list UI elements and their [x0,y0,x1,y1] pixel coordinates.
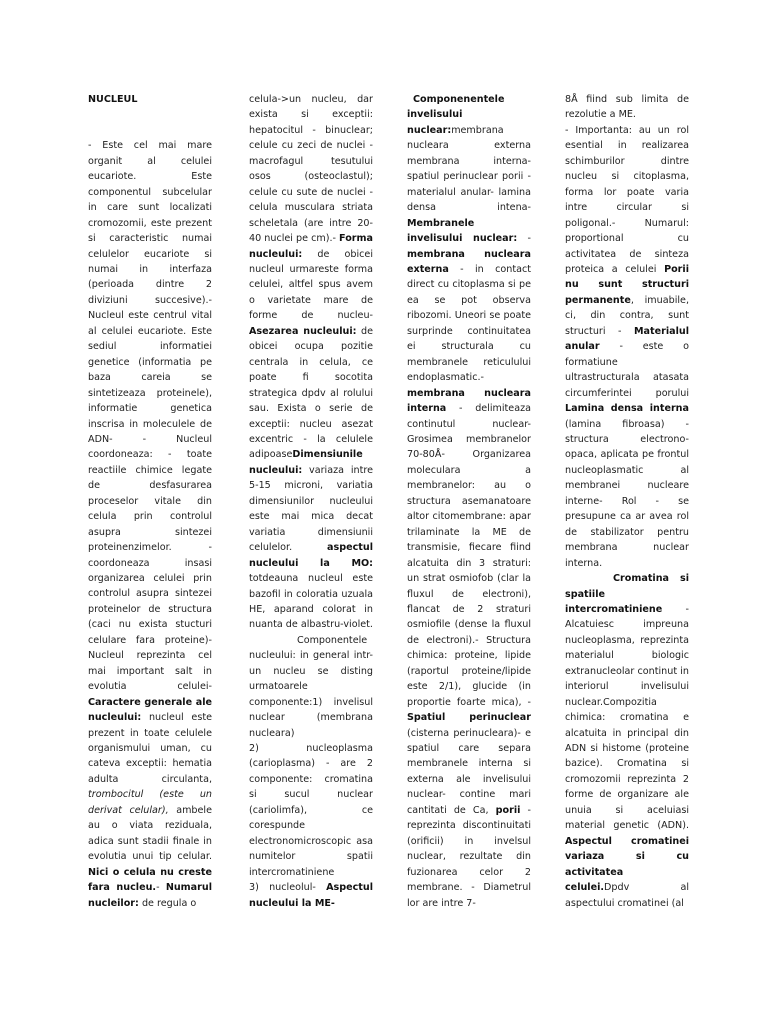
bold-heading: membrana nucleara interna [407,387,531,415]
column-1 [88,92,212,911]
bold-heading: Aspectul cromatinei variaza si cu activitatea celulei. [565,835,689,894]
body-text: - Nucleul reprezinta cel mai important salt in evolutia celulei- [88,634,212,693]
body-text: nucleul este prezent in toate celulele organismului uman, cu cateva exceptii: hematia adulta circulanta, [88,712,212,785]
body-text: - Alcatuiesc impreuna nucleoplasma, reprezinta materialul biologic extranucleolar continut in interiorul invelisului nuclear.Compozitia chimica: cromatina e alcatuita in principal din ADN si histome (proteine bazice). Cromatina si cromozomii reprezinta 2 forme de organizare ale unuia si aceluiasi material genetic (ADN). [565,603,689,832]
italic-text: trombocitul (este un derivat celular), [88,789,212,816]
document-title: NUCLEUL [88,94,138,105]
bold-heading: Forma nucleului: [249,233,373,260]
bold-heading: Porii nu sunt structuri permanente [565,263,689,306]
column-1-text [88,138,212,911]
body-text: - Importanta: au un rol esential in realizarea schimburilor dintre nucleu si citoplasma, forma lor poate varia intre circular si poligonal.- Numarul: proportional cu activitatea de sinteza proteica a celulei [565,124,689,275]
body-text: de obicei ocupa pozitie centrala in celula, ce poate fi socotita strategica dpdv al rolului sau. Exista o serie de exceptii: nucleu asezat excentric - la celulele adipoase [249,325,374,461]
body-text: - in contact direct cu citoplasma si pe ea se pot observa ribozomi. Uneori se poate surprinde continuitatea ei structurala cu membranele reticulului endoplasmatic.- [407,263,531,384]
body-text: (lamina fibroasa) - structura electrono-opaca, aplicata pe frontul nucleoplasmatic al membranei nucleare interne- Rol - se presupune ca ar avea rol de stabilizator pentru membrana nuclear interna. [565,418,689,569]
bold-heading: Asezarea nucleului: [249,325,357,337]
body-text: membrana nucleara externa membrana interna- spatiul perinuclear porii - materialul anular- lamina densa intena- [407,124,531,214]
bold-heading: Spatiul perinuclear [407,712,531,724]
column-2 [249,92,373,911]
body-text: - [517,233,531,245]
body-text: de regula o [138,897,197,909]
column-3 [407,92,531,911]
body-text: 8Å fiind sub limita de rezolutie a ME. [565,94,689,121]
bold-heading: Numarul nucleilor: [88,882,213,909]
bold-heading: Membranele invelisului nuclear: [407,217,518,245]
column-4 [565,92,689,911]
body-text: totdeauna nucleul este bazofil in coloratia uzuala HE, aparand colorat in nuanta de albastru-violet. [249,573,373,631]
bold-heading: Dimensiunile nucleului: [249,449,363,476]
body-text: de obicei nucleul urmareste forma celulei, altfel spus avem o varietate mare de forme de nucleu- [249,248,373,322]
bold-heading: Aspectul nucleului la ME- [249,882,373,909]
bold-heading: porii [495,804,521,816]
body-text: (cisterna perinucleara)- e spatiul care separa membranele interna si externa ale invelisului nuclear- contine mari cantitati de Ca, [407,727,531,816]
body-text: - reprezinta discontinuitati (orificii) in invelsul nuclear, rezultate din fuzionarea celor 2 membrane. - Diametrul lor are intre 7- [407,804,531,909]
body-text: ambele au o viata reziduala, adica sunt stadii finale in evolutia unui tip celular. [88,804,212,863]
body-text: - Este cel mai mare organit al celulei eucariote. Este componentul subcelular in care sunt localizati cromozomii, este prezent si caracteristic numai celulelor eucariote si numai in interfaza (perioada dintre 2 diviziuni succesive). [88,140,212,306]
body-text: - [156,882,166,894]
body-text: 3) nucleolul- [249,882,327,894]
bold-heading: Nici o celula nu creste fara nucleu. [88,866,212,894]
bold-heading: Lamina densa interna [565,403,689,415]
body-text: , imuabile, ci, din contra, sunt structuri - [565,294,689,337]
bold-heading: aspectul nucleului la MO: [249,542,373,569]
bold-heading: Caractere generale ale nucleului: [88,696,212,724]
body-text: variaza intre 5-15 microni, variatia dimensiunilor nucleului este mai mica decat variatia dimensiunii celulelor. [249,464,373,554]
body-text: - Nucleul este centrul vital al celulei eucariote. Este sediul informatiei genetice (informatia pe baza careia se sintetizeaza proteinele), informatie genetica inscrisa in moleculele de ADN- - Nucleul coordoneaza: - toate reactiile chimice legate de desfasurarea proceselor vitale din celula prin controlul asupra sintezei proteinenzimelor. - coordoneaza insasi organizarea celulei prin controlul asupra sintezei proteinelor de structura (caci nu exista stucturi celulare fara proteine) [88,294,212,646]
body-text: - delimiteaza continutul nuclear- Grosimea membranelor 70-80Å- Organizarea moleculara a membranelor: au o structura asemanatoare altor citomembrane: apar trilaminate la ME de transmisie, fiecare fiind alcatuita din 3 straturi: un strat osmiofob (clar la fluxul de electroni), flancat de 2 straturi osmiofile (dense la fluxul de electroni).- Structura chimica: proteine, lipide (raportul proteine/lipide este 2/1), glucide (in proportie foarte mica), - [407,403,531,708]
body-text: Dpdv al aspectului cromatinei (al [565,882,689,909]
bold-heading: membrana nucleara externa [407,248,531,275]
bold-heading: Materialul anular [565,325,689,353]
bold-heading: Cromatina si spatiile intercromatiniene [565,573,689,615]
bold-heading: Componenentele invelisului nuclear: [407,94,505,136]
body-text: 2) nucleoplasma (carioplasma) - are 2 componente: cromatina si sucul nuclear (cariolimfa), ce corespunde electronomicroscopic asa numitelor spatii intercromatiniene [249,743,373,878]
body-text: - este o formatiune ultrastructurala atasata circumferintei porului [565,341,689,399]
body-text: Componentele nucleului: in general intr-un nucleu se disting urmatoarele componente:1) invelisul nuclear (membrana nucleara) [249,634,373,739]
body-text: celula->un nucleu, dar exista si exceptii: hepatocitul - binuclear; celule cu zeci de nuclei - macrofagul tesutului osos (osteoclastul); celule cu sute de nuclei - celula musculara striata scheletala (are intre 20-40 nuclei pe cm).- [249,94,373,245]
